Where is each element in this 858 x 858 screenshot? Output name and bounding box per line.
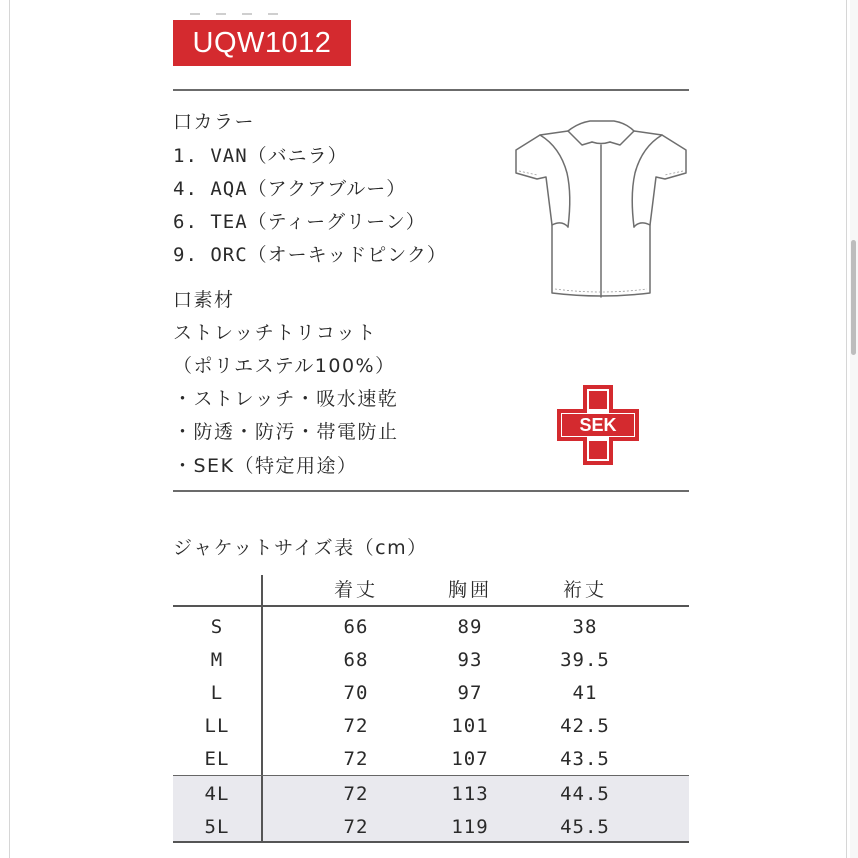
length-value: 66: [343, 616, 369, 638]
cropped-header-fragment: [190, 0, 310, 4]
vertical-scrollbar[interactable]: [850, 0, 858, 858]
size-label: 5L: [204, 816, 230, 838]
chest-value: 93: [457, 649, 483, 671]
scrollbar-thumb[interactable]: [851, 240, 856, 355]
sleeve-value: 42.5: [560, 715, 610, 737]
column-header-chest: 胸囲: [447, 579, 492, 601]
length-value: 68: [343, 649, 369, 671]
material-name: ストレッチトリコット: [173, 322, 378, 344]
table-vertical-rule: [261, 575, 263, 843]
size-label: EL: [204, 748, 230, 770]
length-value: 72: [343, 748, 369, 770]
length-value: 72: [343, 783, 369, 805]
sleeve-value: 41: [572, 682, 598, 704]
section-divider-bottom: [173, 490, 689, 492]
length-value: 70: [343, 682, 369, 704]
sek-logo-text: SEK: [579, 415, 617, 435]
size-label: 4L: [204, 783, 230, 805]
product-code-badge: UQW1012: [173, 20, 351, 66]
garment-illustration: [510, 115, 692, 305]
sleeve-value: 39.5: [560, 649, 610, 671]
chest-value: 101: [451, 715, 489, 737]
page-frame-right-border: [846, 0, 847, 858]
color-item: 9. ORC（オーキッドピンク）: [173, 244, 447, 266]
column-header-sleeve: 裄丈: [562, 579, 607, 601]
sleeve-value: 45.5: [560, 816, 610, 838]
color-item: 4. AQA（アクアブルー）: [173, 178, 407, 200]
chest-value: 107: [451, 748, 489, 770]
sleeve-value: 38: [572, 616, 598, 638]
material-section-heading: 口素材: [173, 289, 235, 311]
length-value: 72: [343, 816, 369, 838]
chest-value: 89: [457, 616, 483, 638]
size-label: S: [210, 616, 224, 638]
page-frame-left-border: [9, 0, 10, 858]
size-label: M: [210, 649, 224, 671]
sek-certification-logo: [557, 385, 639, 465]
chest-value: 97: [457, 682, 483, 704]
material-feature: ・SEK（特定用途）: [173, 455, 358, 477]
table-bottom-rule: [173, 841, 689, 843]
material-composition: （ポリエステル100%）: [173, 355, 396, 377]
material-feature: ・防透・防汚・帯電防止: [173, 421, 399, 443]
size-label: LL: [204, 715, 230, 737]
sleeve-value: 43.5: [560, 748, 610, 770]
size-label: L: [210, 682, 224, 704]
sleeve-value: 44.5: [560, 783, 610, 805]
color-section-heading: 口カラー: [173, 111, 256, 133]
size-table-title: ジャケットサイズ表（cm）: [173, 537, 428, 559]
material-feature: ・ストレッチ・吸水速乾: [173, 388, 399, 410]
color-item: 6. TEA（ティーグリーン）: [173, 211, 426, 233]
length-value: 72: [343, 715, 369, 737]
table-group-rule: [173, 775, 689, 776]
chest-value: 113: [451, 783, 489, 805]
chest-value: 119: [451, 816, 489, 838]
column-header-length: 着丈: [333, 579, 378, 601]
table-header-rule: [173, 605, 689, 607]
color-item: 1. VAN（バニラ）: [173, 145, 348, 167]
section-divider-top: [173, 89, 689, 91]
